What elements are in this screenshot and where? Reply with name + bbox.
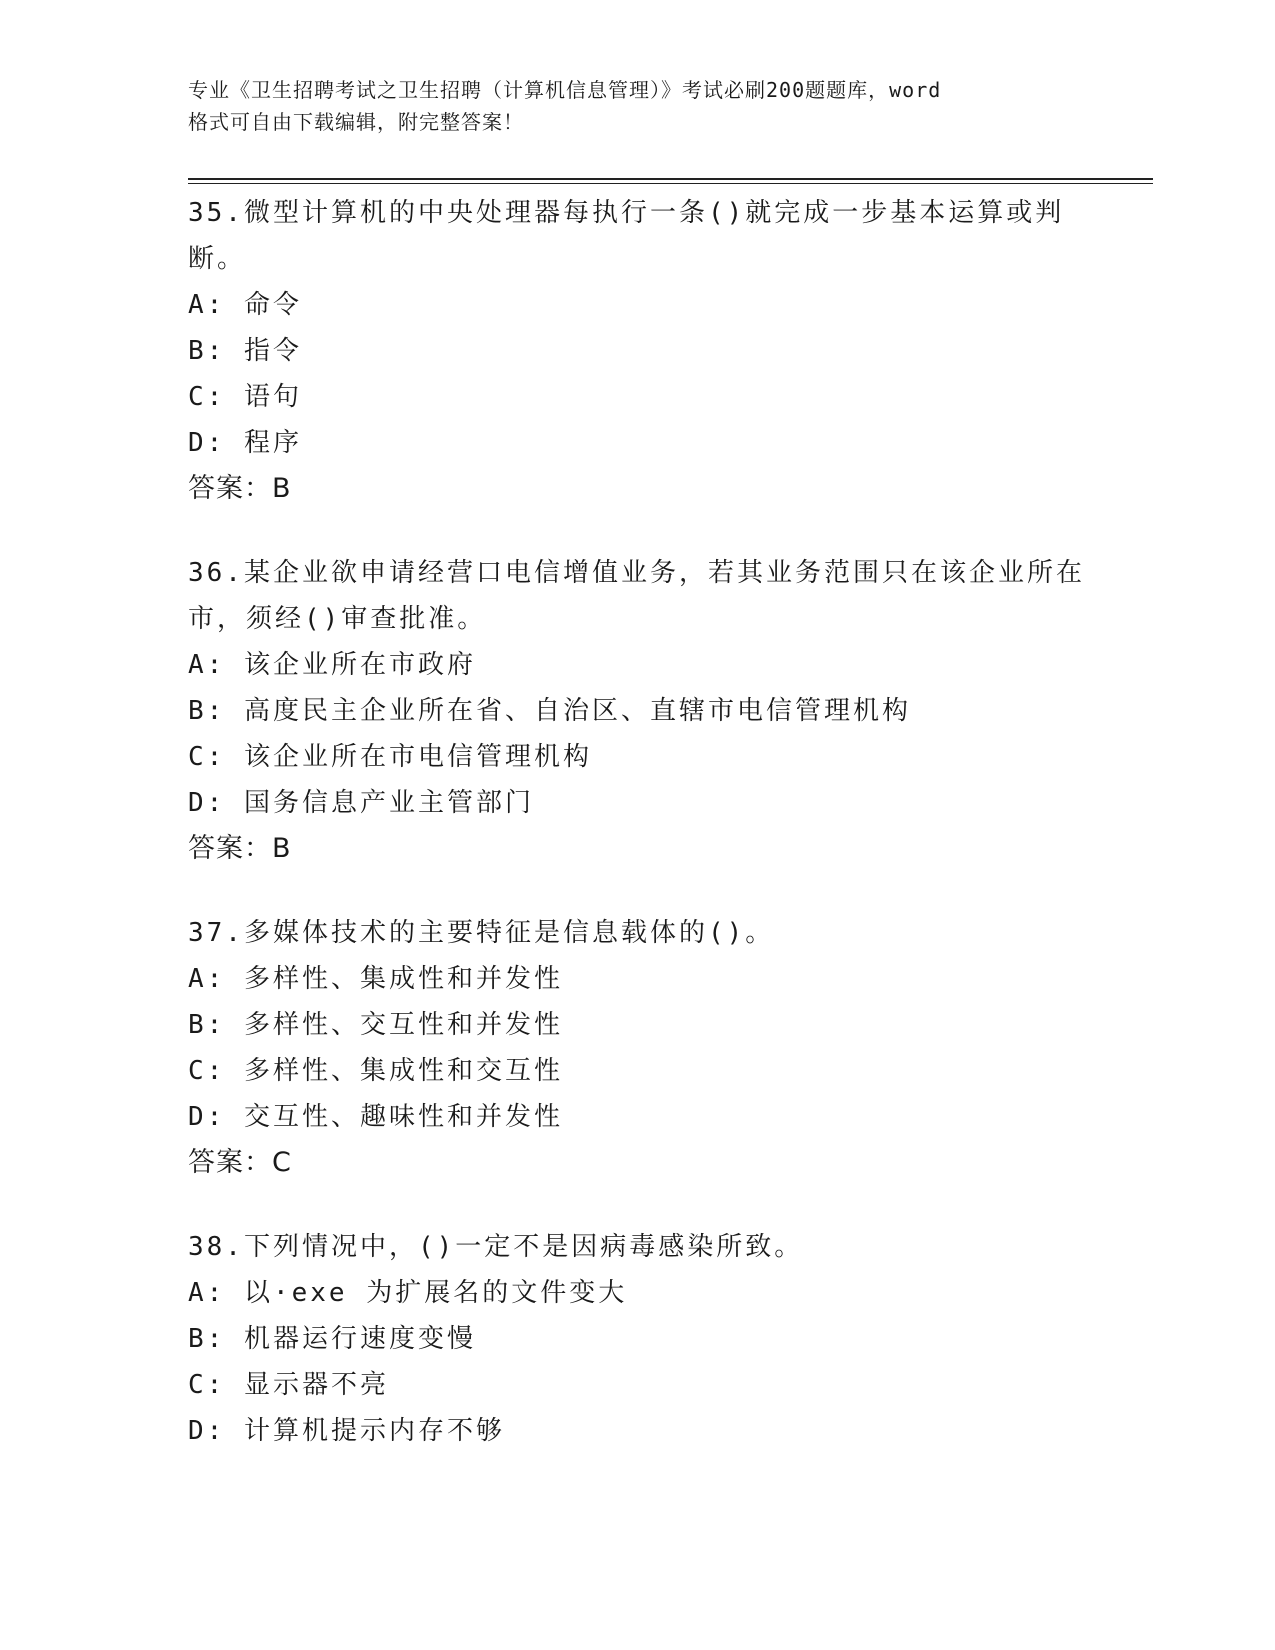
option-c: C: 该企业所在市电信管理机构 (188, 742, 592, 772)
question-stem: 35.微型计算机的中央处理器每执行一条()就完成一步基本运算或判断。 (188, 198, 1065, 274)
question-stem: 37.多媒体技术的主要特征是信息载体的()。 (188, 918, 775, 948)
answer-text: 答案：B (188, 473, 292, 504)
option-a: A: 多样性、集成性和并发性 (188, 964, 563, 994)
option-d: D: 国务信息产业主管部门 (188, 788, 534, 818)
option-c: C: 显示器不亮 (188, 1370, 389, 1400)
option-d: D: 程序 (188, 428, 302, 458)
answer-text: 答案：C (188, 1147, 292, 1178)
header-line-2: 格式可自由下载编辑，附完整答案！ (188, 110, 524, 134)
option-c: C: 多样性、集成性和交互性 (188, 1056, 563, 1086)
question-37 (188, 910, 1108, 1186)
question-list (188, 190, 1108, 1492)
question-stem: 38.下列情况中，()一定不是因病毒感染所致。 (188, 1232, 804, 1262)
option-b: B: 指令 (188, 336, 302, 366)
option-d: D: 交互性、趣味性和并发性 (188, 1102, 563, 1132)
header-divider-thin (188, 183, 1153, 184)
question-36 (188, 550, 1108, 872)
option-b: B: 高度民主企业所在省、自治区、直辖市电信管理机构 (188, 696, 911, 726)
question-35 (188, 190, 1108, 512)
option-c: C: 语句 (188, 382, 302, 412)
option-a: A: 命令 (188, 290, 302, 320)
option-b: B: 机器运行速度变慢 (188, 1324, 476, 1354)
question-38 (188, 1224, 1108, 1454)
document-header (188, 74, 1088, 138)
option-d: D: 计算机提示内存不够 (188, 1416, 505, 1446)
answer-text: 答案：B (188, 833, 292, 864)
header-line-1: 专业《卫生招聘考试之卫生招聘（计算机信息管理）》考试必刷200题题库，word (188, 78, 942, 102)
option-b: B: 多样性、交互性和并发性 (188, 1010, 563, 1040)
question-stem: 36.某企业欲申请经营口电信增值业务，若其业务范围只在该企业所在市，须经()审查批准。 (188, 558, 1085, 634)
option-a: A: 以·exe 为扩展名的文件变大 (188, 1278, 628, 1308)
header-divider-thick (188, 178, 1153, 180)
option-a: A: 该企业所在市政府 (188, 650, 476, 680)
